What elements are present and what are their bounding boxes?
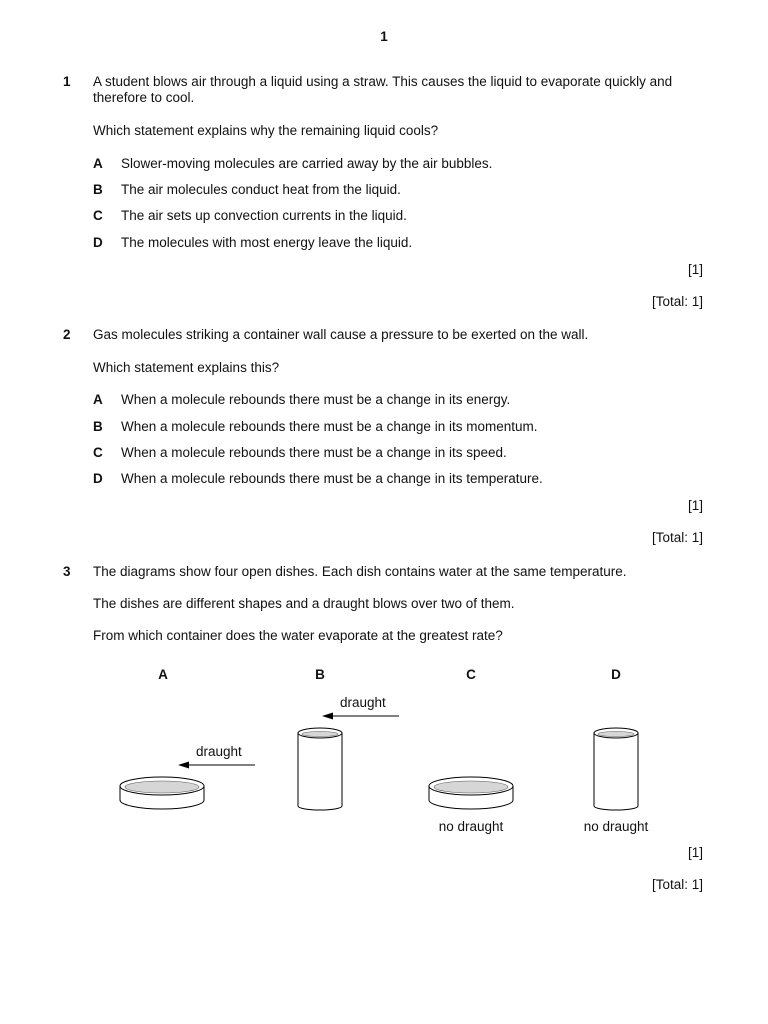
no-draught-label-c: no draught — [438, 819, 504, 834]
option-letter: C — [93, 208, 103, 223]
mark-allocation: [1] — [687, 498, 703, 513]
dish-a — [120, 777, 204, 809]
question-number: 3 — [63, 564, 71, 579]
draught-arrow-a — [178, 762, 255, 769]
draught-arrow-b — [322, 713, 399, 720]
question-number: 2 — [63, 327, 71, 342]
question-number: 1 — [63, 74, 71, 89]
total-mark: [Total: 1] — [651, 877, 703, 892]
option-letter: A — [93, 156, 103, 171]
option-text: Slower-moving molecules are carried away by the air bubbles. — [121, 156, 493, 171]
total-mark: [Total: 1] — [651, 294, 703, 309]
option-text: When a molecule rebounds there must be a change in its energy. — [121, 392, 511, 407]
no-draught-label-d: no draught — [583, 819, 649, 834]
page-number: 1 — [380, 29, 388, 44]
option-text: The air molecules conduct heat from the liquid. — [121, 182, 401, 197]
mark-allocation: [1] — [687, 845, 703, 860]
option-text: When a molecule rebounds there must be a change in its temperature. — [121, 471, 543, 486]
figure-label-c: C — [466, 667, 476, 682]
question-stem: The diagrams show four open dishes. Each dish contains water at the same temperature. — [93, 564, 627, 579]
option-text: The molecules with most energy leave the liquid. — [121, 235, 413, 250]
option-letter: D — [93, 471, 103, 486]
figure-label-d: D — [611, 667, 621, 682]
option-text: The air sets up convection currents in the liquid. — [121, 208, 407, 223]
option-text: When a molecule rebounds there must be a change in its speed. — [121, 445, 507, 460]
total-mark: [Total: 1] — [651, 530, 703, 545]
option-letter: D — [93, 235, 103, 250]
mark-allocation: [1] — [687, 262, 703, 277]
draught-label-b: draught — [340, 695, 386, 710]
question-stem: Gas molecules striking a container wall cause a pressure to be exerted on the wall. — [93, 327, 589, 342]
option-letter: A — [93, 392, 103, 407]
question-stem: The dishes are different shapes and a draught blows over two of them. — [93, 596, 515, 611]
option-letter: B — [93, 419, 103, 434]
cylinder-b — [298, 728, 342, 810]
option-text: When a molecule rebounds there must be a change in its momentum. — [121, 419, 538, 434]
draught-label-a: draught — [196, 744, 242, 759]
question-prompt: From which container does the water evaporate at the greatest rate? — [93, 628, 503, 643]
question-prompt: Which statement explains this? — [93, 360, 280, 375]
cylinder-d — [594, 728, 638, 810]
figure-label-b: B — [315, 667, 325, 682]
question-stem: A student blows air through a liquid using a straw. This causes the liquid to evaporate quickly and — [93, 74, 673, 89]
question-prompt: Which statement explains why the remaining liquid cools? — [93, 123, 439, 138]
question-stem: therefore to cool. — [93, 90, 195, 105]
option-letter: B — [93, 182, 103, 197]
figure-label-a: A — [158, 667, 168, 682]
dish-c — [429, 777, 513, 809]
option-letter: C — [93, 445, 103, 460]
